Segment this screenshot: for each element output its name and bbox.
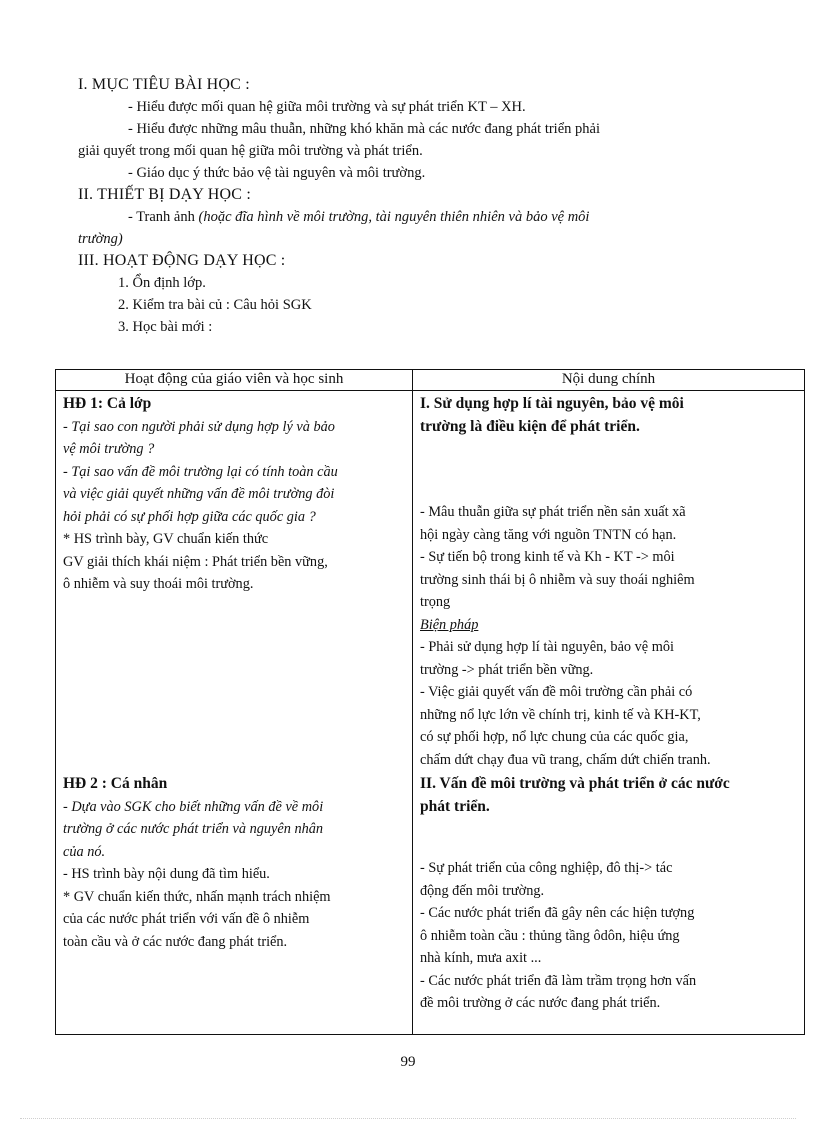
part2-title-block [420,773,798,818]
section-equipment-title: II. THIẾT BỊ DẠY HỌC : [78,186,251,203]
hd2-note-line: * GV chuẩn kiến thức, nhấn mạnh trách nhiệm [63,888,331,905]
hd1-note-line: ô nhiễm và suy thoái môi trường. [63,576,254,592]
objective-line: - Hiểu được mối quan hệ giữa môi trường và sự phát triển KT – XH. [128,99,526,115]
lesson-intro [78,74,758,338]
objective-line: giải quyết trong mối quan hệ giữa môi trường và phát triển. [78,143,423,159]
objective-line: - Hiểu được những mâu thuẫn, những khó khăn mà các nước đang phát triển phải [128,121,600,137]
part2-item-line: nhà kính, mưa axit ... [420,950,542,966]
part2-item-line: - Các nước phát triển đã gây nên các hiện tượng [420,905,695,921]
hd1-question-line: - Tại sao vấn đề môi trường lại có tính toàn cầu [63,463,338,480]
part2-body [420,857,798,1015]
hd1-note-line: * HS trình bày, GV chuẩn kiến thức [63,531,269,547]
lesson-table [55,369,805,1035]
hd2-question-line: của nó. [63,843,106,860]
measure-line: - Phải sử dụng hợp lí tài nguyên, bảo vệ môi [420,639,674,655]
equipment-note: (hoặc đĩa hình về môi trường, tài nguyên thiên nhiên và bảo vệ môi [198,209,590,225]
activity-step: 1. Ổn định lớp. [118,275,206,291]
part2-item-line: đề môi trường ở các nước đang phát triển. [420,995,661,1011]
hd2-question-line: - Dựa vào SGK cho biết những vấn đề về môi [63,798,324,815]
hd1-title: HĐ 1: Cả lớp [63,395,152,412]
hd1-question-line: hỏi phải có sự phối hợp giữa các quốc gia ? [63,508,316,525]
part2-title-line: II. Vấn đề môi trường và phát triển ở các nước [420,775,730,792]
hd2-note-line: - HS trình bày nội dung đã tìm hiểu. [63,866,270,882]
activity-step: 3. Học bài mới : [118,319,213,335]
objective-line: - Giáo dục ý thức bảo vệ tài nguyên và môi trường. [128,165,426,181]
part1-title-line: trường là điều kiện để phát triển. [420,417,640,435]
hd1-note-line: GV giải thích khái niệm : Phát triển bền vững, [63,553,328,570]
page-bottom-rule [20,1118,796,1119]
part2-item-line: - Các nước phát triển đã làm trầm trọng hơn vấn [420,972,697,989]
part1-item-line: trường sinh thái bị ô nhiễm và suy thoái nghiêm [420,571,695,588]
measure-line: - Việc giải quyết vấn đề môi trường cần phải có [420,684,693,700]
equipment-prefix: - Tranh ảnh [128,209,199,225]
hd2-question-line: trường ở các nước phát triển và nguyên nhân [63,821,324,837]
part1-item-line: hội ngày càng tăng với nguồn TNTN có hạn. [420,526,677,543]
equipment-line [78,206,758,228]
hd1-question-line: và việc giải quyết những vấn đề môi trường đòi [63,486,335,502]
activities-cell [56,391,413,1035]
measure-line: những nổ lực lớn về chính trị, kinh tế và KH-KT, [420,706,701,723]
content-cell [413,391,805,1035]
hd2-note-line: của các nước phát triển với vấn đề ô nhiễm [63,911,310,927]
hd2-block [63,773,406,953]
measures-heading: Biện pháp [420,616,479,633]
part1-item-line: - Mâu thuẫn giữa sự phát triển nền sản xuất xã [420,504,686,520]
section-objectives-title: I. MỤC TIÊU BÀI HỌC : [78,76,250,93]
hd1-question-line: - Tại sao con người phải sử dụng hợp lý và bảo [63,418,335,435]
part1-item-line: trọng [420,594,451,610]
part2-item-line: ô nhiễm toàn cầu : thủng tầng ôdôn, hiệu ứng [420,927,680,944]
measure-line: chấm dứt chạy đua vũ trang, chấm dứt chiến tranh. [420,751,711,768]
part1-title-line: I. Sử dụng hợp lí tài nguyên, bảo vệ môi [420,395,684,412]
hd2-note-line: toàn cầu và ở các nước đang phát triển. [63,933,288,950]
measure-line: trường -> phát triển bền vững. [420,661,594,678]
activity-step: 2. Kiểm tra bài củ : Câu hỏi SGK [118,297,312,313]
part1-title-block [420,393,798,438]
hd2-title: HĐ 2 : Cá nhân [63,775,168,792]
page-number: 99 [400,1054,416,1070]
hd1-block [63,393,406,596]
measure-line: có sự phối hợp, nổ lực chung của các quốc gia, [420,729,689,745]
table-row [56,391,805,1035]
part2-title-line: phát triển. [420,797,490,815]
equipment-note-cont: trường) [78,231,123,247]
header-activities: Hoạt động của giáo viên và học sinh [56,370,413,391]
part2-item-line: động đến môi trường. [420,882,545,899]
hd1-question-line: vệ môi trường ? [63,441,155,457]
header-content: Nội dung chính [413,370,805,391]
part1-body [420,501,798,771]
section-activities-title: III. HOẠT ĐỘNG DẠY HỌC : [78,252,286,269]
part1-item-line: - Sự tiến bộ trong kinh tế và Kh - KT -> môi [420,549,675,565]
part2-item-line: - Sự phát triển của công nghiệp, đô thị-> tác [420,860,673,876]
table-header-row [56,370,805,391]
